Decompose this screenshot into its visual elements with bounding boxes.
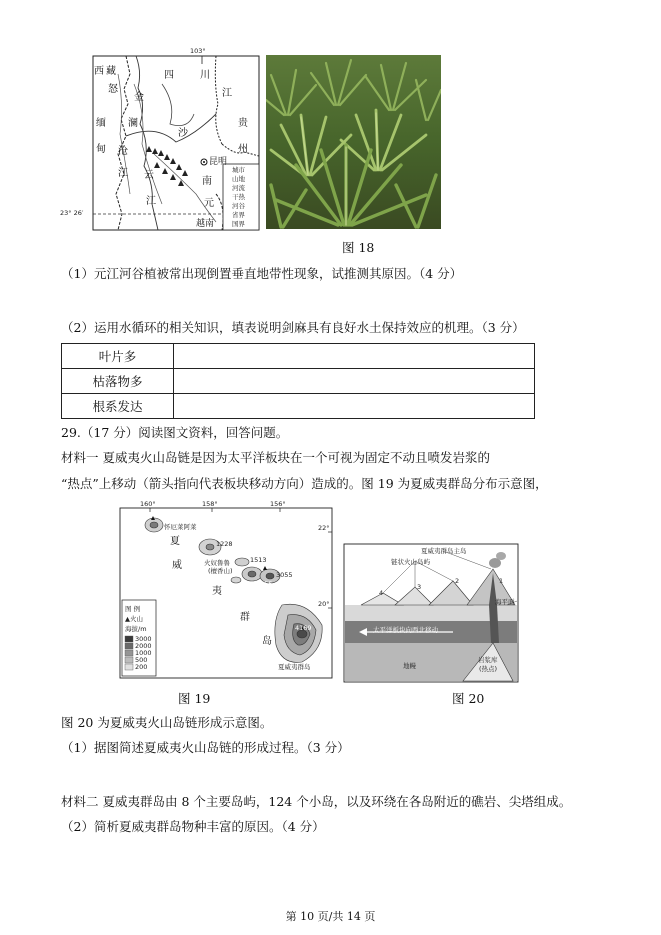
fig19-place-honolulu-cn: (檀香山) <box>208 567 233 575</box>
fig19-legend-3000: 3000 <box>135 635 152 643</box>
fig20-title: 夏威夷群岛主岛 <box>421 547 467 555</box>
fig19-place-waialeale: 怀厄莱阿莱 <box>164 523 197 531</box>
answer-cell[interactable] <box>174 344 535 369</box>
fig19-region-wei: 威 <box>172 560 182 571</box>
table-row <box>62 369 535 394</box>
fig20-sea: 海平面 <box>495 598 515 606</box>
map-label-lan: 澜 <box>128 118 138 129</box>
fig19-legend-volcano: ▲火山 <box>125 615 143 623</box>
fig19-elev-3055: 3055 <box>276 571 293 579</box>
map-meridian-label: 103° <box>190 47 206 55</box>
page-footer: 第 10 页/共 14 页 <box>285 910 376 923</box>
fig19-legend-500: 500 <box>135 656 148 664</box>
fig19-legend-200: 200 <box>135 663 148 671</box>
map-label-sha: 沙 <box>178 128 188 139</box>
fig20-num-4: 4 <box>379 589 384 597</box>
map-label-yuenan: 越南 <box>196 219 215 229</box>
fig20-num-2: 2 <box>455 577 460 585</box>
question-29-header: 29.（17 分）阅读图文资料，回答问题。 <box>61 425 289 440</box>
legend-dryhot: 干热 <box>232 193 245 201</box>
map-label-jiang-s: 江 <box>146 196 156 207</box>
fig20-source: 岩浆库 <box>478 656 498 664</box>
material-1-line-2: “热点”上移动（箭头指向代表板块移动方向）造成的。图 19 为夏威夷群岛分布示意图， <box>61 476 548 491</box>
figure-20-caption: 图 20 <box>452 691 485 706</box>
fig20-mantle: 地幔 <box>403 662 416 670</box>
fig19-legend-1000: 1000 <box>135 649 152 657</box>
map-label-jin: 金 <box>134 92 144 103</box>
fig19-island-name: 夏威夷群岛 <box>278 663 311 671</box>
map-label-chuan: 川 <box>200 70 210 81</box>
fig19-legend-2000: 2000 <box>135 642 152 650</box>
map-label-xi: 西 <box>94 66 104 77</box>
map-label-nu: 怒 <box>108 84 118 95</box>
table-row <box>62 344 535 369</box>
fig19-lon-160: 160° <box>140 500 156 508</box>
figure-19-caption: 图 19 <box>178 691 211 706</box>
map-label-si: 四 <box>164 70 174 81</box>
map-label-dian: 甸 <box>96 144 106 155</box>
map-label-cang: 沧 <box>118 146 128 157</box>
row-label: 根系发达 <box>62 394 174 419</box>
legend-country: 国界 <box>232 220 245 228</box>
fig19-region-qun: 群 <box>240 612 250 623</box>
fig19-lon-156: 156° <box>270 500 286 508</box>
answer-cell[interactable] <box>174 369 535 394</box>
table-row <box>62 394 535 419</box>
fig20-num-1: 1 <box>499 577 504 585</box>
map-label-nan: 南 <box>202 176 212 187</box>
fig19-elev-4169: 4169 <box>295 624 312 632</box>
fig20-plate: 太平洋板块向西北移动 <box>373 626 438 634</box>
figure-18-map <box>60 44 264 234</box>
answer-cell[interactable] <box>174 394 535 419</box>
legend-province: 省界 <box>232 211 245 219</box>
figure-20-note: 图 20 为夏威夷火山岛链形成示意图。 <box>61 715 273 730</box>
map-legend <box>232 166 258 229</box>
map-label-yun: 云 <box>144 170 154 181</box>
fig19-legend-elev-title: 海拔/m <box>125 625 147 633</box>
legend-valley: 河谷 <box>232 202 245 210</box>
fig19-elev-1228: 1228 <box>216 540 233 548</box>
figure-19-map <box>112 500 337 682</box>
fig19-region-dao: 岛 <box>262 636 272 647</box>
legend-mountain: 山地 <box>232 175 245 183</box>
fig19-lat-20: 20° <box>318 600 330 608</box>
fig19-place-honolulu: 火奴鲁鲁 <box>204 559 230 567</box>
fig20-chain: 链状火山岛屿 <box>391 558 430 566</box>
legend-city: 城市 <box>232 166 245 174</box>
fig19-region-yi: 夷 <box>212 586 222 597</box>
fig19-lat-22: 22° <box>318 524 330 532</box>
map-label-yuan: 元 <box>204 198 214 209</box>
question-1: （1）元江河谷植被常出现倒置垂直地带性现象，试推测其原因。（4 分） <box>61 266 463 281</box>
answer-table <box>61 343 535 419</box>
fig19-legend-title: 图 例 <box>125 605 141 613</box>
map-label-jiang-e: 江 <box>222 88 232 99</box>
question-29-1: （1）据图简述夏威夷火山岛链的形成过程。（3 分） <box>61 740 350 755</box>
map-label-kunming: 昆明 <box>209 157 228 167</box>
fig20-hotspot: (热点) <box>479 665 498 673</box>
figure-20-diagram <box>343 543 519 683</box>
question-29-2: （2）简析夏威夷群岛物种丰富的原因。（4 分） <box>61 819 325 834</box>
map-label-zang: 藏 <box>106 66 116 77</box>
row-label: 枯落物多 <box>62 369 174 394</box>
map-label-gui: 贵 <box>238 118 248 129</box>
fig19-elev-1513: 1513 <box>250 556 267 564</box>
fig19-lon-158: 158° <box>202 500 218 508</box>
map-label-jiang-w: 江 <box>118 168 128 179</box>
map-parallel-label: 23° 26′ <box>60 209 84 217</box>
fig19-elev-3055b: 3055 <box>256 580 273 588</box>
legend-river: 河流 <box>232 184 245 192</box>
fig20-num-3: 3 <box>417 583 422 591</box>
map-label-zhou: 州 <box>238 144 248 155</box>
row-label: 叶片多 <box>62 344 174 369</box>
fig19-region-xia: 夏 <box>170 536 180 547</box>
figure-18-caption: 图 18 <box>342 240 375 255</box>
question-2: （2）运用水循环的相关知识，填表说明剑麻具有良好水土保持效应的机理。（3 分） <box>61 320 525 335</box>
material-2: 材料二 夏威夷群岛由 8 个主要岛屿，124 个小岛，以及环绕在各岛附近的礁岩、尖塔组成。 <box>61 794 572 809</box>
map-label-mian: 缅 <box>96 118 106 129</box>
sisal-photo <box>266 55 441 229</box>
material-1-line-1: 材料一 夏威夷火山岛链是因为太平洋板块在一个可视为固定不动且喷发岩浆的 <box>61 450 490 465</box>
